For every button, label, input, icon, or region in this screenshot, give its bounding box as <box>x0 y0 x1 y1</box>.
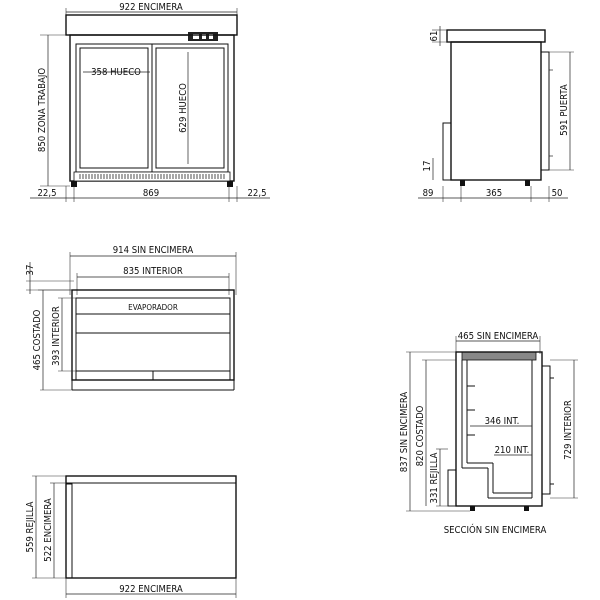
top-side-depth-label: 465 COSTADO <box>32 309 43 371</box>
front-view <box>30 2 270 202</box>
section-width-label: 465 SIN ENCIMERA <box>457 331 539 342</box>
top-offset-label: 37 <box>25 264 36 276</box>
front-right-margin-label: 22,5 <box>247 188 267 199</box>
top-outer-width-label: 914 SIN ENCIMERA <box>112 245 194 256</box>
side-door-height-label: 591 PUERTA <box>559 84 570 136</box>
front-inner-width-label: 869 <box>142 188 160 199</box>
section-interior-height-label: 729 INTERIOR <box>563 400 574 460</box>
front-left-margin-label: 22,5 <box>37 188 57 199</box>
section-height-total-label: 837 SIN ENCIMERA <box>399 391 410 473</box>
plan-view <box>25 476 236 598</box>
side-depth-label: 365 <box>485 188 503 199</box>
side-top-thickness-label: 61 <box>429 30 440 42</box>
top-view <box>25 245 236 390</box>
top-inner-depth-label: 393 INTERIOR <box>51 306 62 366</box>
section-caption: SECCIÓN SIN ENCIMERA <box>443 525 547 536</box>
front-work-height-label: 850 ZONA TRABAJO <box>37 67 48 153</box>
front-top-width-label: 922 ENCIMERA <box>119 2 183 13</box>
plan-grille-depth-label: 559 REJILLA <box>25 501 36 553</box>
section-grille-height-label: 331 REJILLA <box>429 452 440 504</box>
front-hole-width-label: 358 HUECO <box>91 67 141 78</box>
top-inner-width-label: 835 INTERIOR <box>123 266 183 277</box>
section-interior-width2-label: 210 INT. <box>494 445 530 456</box>
side-foot-height-label: 17 <box>422 160 433 172</box>
side-view <box>418 26 574 202</box>
side-door-depth-label: 50 <box>551 188 563 199</box>
section-height-side-label: 820 COSTADO <box>415 405 426 467</box>
section-interior-width-label: 346 INT. <box>484 416 520 427</box>
plan-width-label: 922 ENCIMERA <box>119 584 183 595</box>
plan-top-depth-label: 522 ENCIMERA <box>43 498 54 562</box>
front-hole-height-label: 629 HUECO <box>178 83 189 133</box>
section-view <box>399 331 578 536</box>
evaporator-label: EVAPORADOR <box>128 303 178 312</box>
side-bottom-offset-label: 89 <box>422 188 434 199</box>
